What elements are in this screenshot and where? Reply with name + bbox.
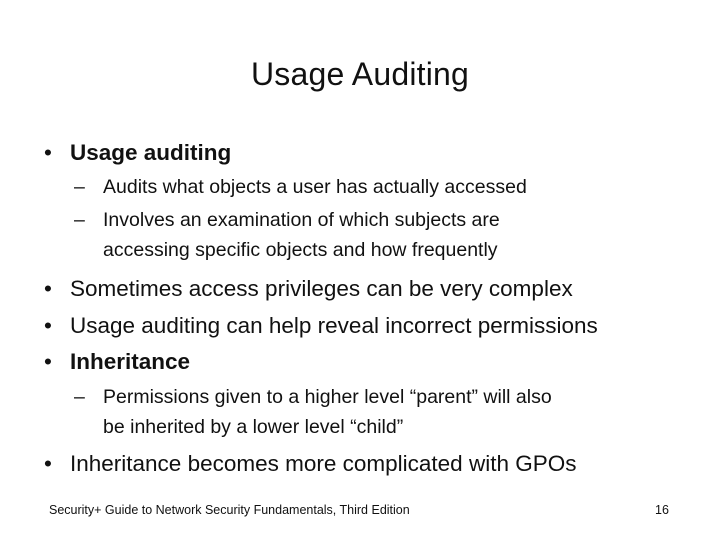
sub-bullet-dash: – [74,209,85,231]
sub-bullet-text: accessing specific objects and how frequently [103,239,498,261]
bullet-text: Sometimes access privileges can be very complex [70,276,573,301]
bullet-dot: • [44,276,52,301]
sub-bullet-dash: – [74,386,85,408]
sub-bullet-text: be inherited by a lower level “child” [103,416,404,438]
bullet-text: Usage auditing can help reveal incorrect permissions [70,313,598,338]
bullet-text: Usage auditing [70,140,232,165]
footer-source: Security+ Guide to Network Security Fundamentals, Third Edition [49,503,410,517]
bullet-text: Inheritance becomes more complicated with GPOs [70,451,577,476]
slide-title: Usage Auditing [250,56,470,92]
bullet-dot: • [44,349,52,374]
sub-bullet-text: Audits what objects a user has actually accessed [103,176,527,198]
sub-bullet-text: Involves an examination of which subjects are [103,209,500,231]
page-number: 16 [655,503,669,517]
bullet-text: Inheritance [70,349,191,374]
bullet-dot: • [44,140,52,165]
bullet-dot: • [44,313,52,338]
sub-bullet-dash: – [74,176,85,198]
bullet-dot: • [44,451,52,476]
sub-bullet-text: Permissions given to a higher level “parent” will also [103,386,552,408]
